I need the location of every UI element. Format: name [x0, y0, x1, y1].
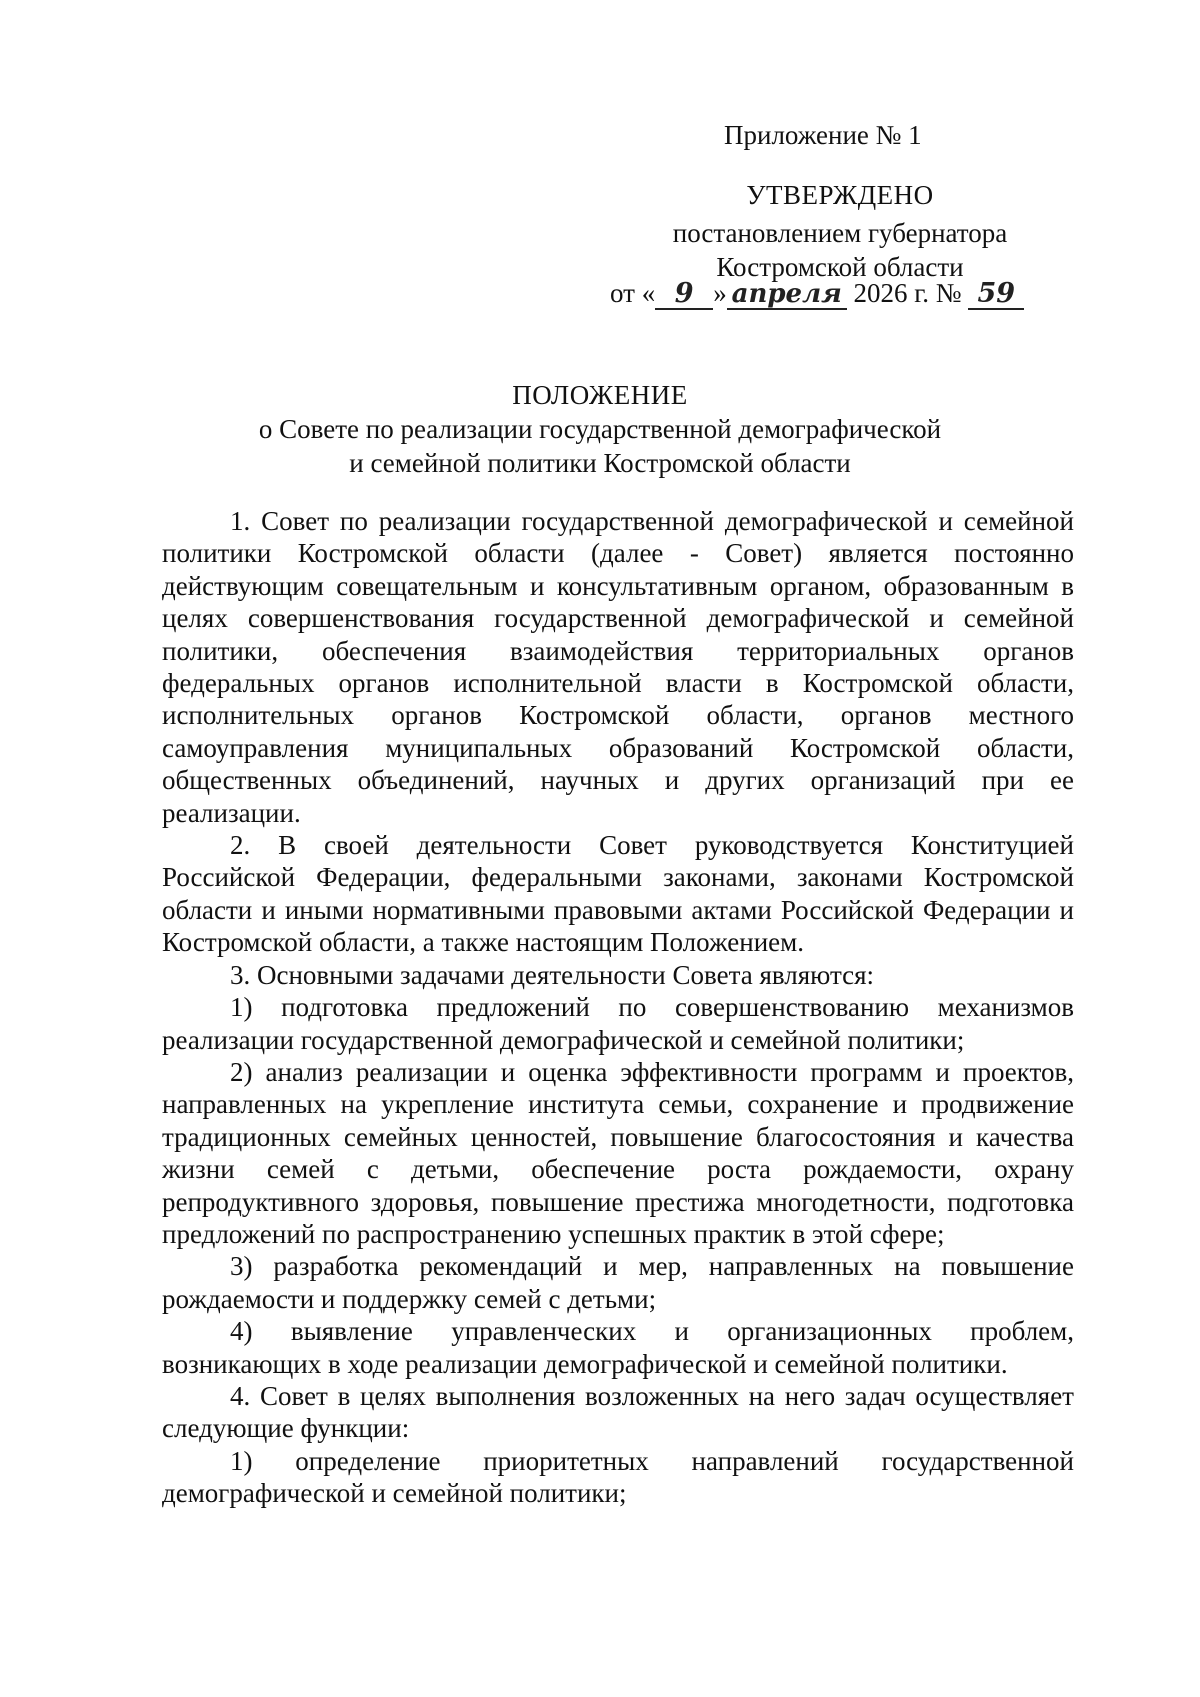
paragraph: 1) определение приоритетных направлений государственной демографической и семейной политики; — [162, 1445, 1074, 1509]
paragraph: 2) анализ реализации и оценка эффективности программ и проектов, направленных на укрепление института семьи, сохранение и продвижение традиционных семейных ценностей, повышение благосостояния и качества жизни семей с детьми, обеспечение роста рождаемости, охрану репродуктивного здоровья, повышение престижа многодетности, подготовка предложений по распространению успешных практик в этой сфере; — [162, 1056, 1074, 1249]
document-body — [162, 505, 1074, 1510]
title-main: ПОЛОЖЕНИЕ — [512, 380, 688, 410]
paragraph: 4) выявление управленческих и организационных проблем, возникающих в ходе реализации демографической и семейной политики. — [162, 1316, 1074, 1379]
paragraph: 3) разработка рекомендаций и мер, направленных на повышение рождаемости и поддержку семей с детьми; — [162, 1251, 1074, 1314]
date-mid: » — [713, 278, 727, 308]
paragraph: 4. Совет в целях выполнения возложенных на него задач осуществляет следующие функции: — [162, 1380, 1074, 1444]
date-prefix: от « — [610, 278, 656, 308]
approved-by-line-1: постановлением губернатора — [672, 218, 1008, 248]
handwritten-month: апреля — [727, 280, 847, 310]
appendix-label: Приложение № 1 — [724, 120, 922, 150]
document-title — [150, 378, 1050, 480]
handwritten-number: 59 — [968, 280, 1024, 310]
title-line-1: о Совете по реализации государственной демографической — [258, 414, 942, 444]
paragraph: 2. В своей деятельности Совет руководствуется Конституцией Российской Федерации, федеральными законами, законами Костромской области и иными нормативными правовыми актами Российской Федерации и Костромской области, а также настоящим Положением. — [162, 830, 1074, 958]
paragraph: 3. Основными задачами деятельности Совета являются: — [230, 959, 875, 990]
paragraph: 1) подготовка предложений по совершенствованию механизмов реализации государственной демографической и семейной политики; — [162, 992, 1074, 1055]
approved-heading: УТВЕРЖДЕНО — [746, 180, 934, 210]
handwritten-day: 9 — [655, 280, 713, 310]
approved-by — [600, 216, 1080, 284]
paragraph: 1. Совет по реализации государственной демографической и семейной политики Костромской области (далее - Совет) является постоянно действующим совещательным и консультативным органом, образованным в целях совершенствования государственной демографической и семейной политики, обеспечения взаимодействия территориальных органов федеральных органов исполнительной власти в Костромской области, исполнительных органов Костромской области, органов местного самоуправления муниципальных образований Костромской области, общественных объединений, научных и других организаций при ее реализации. — [162, 506, 1074, 828]
date-year: 2026 г. № — [853, 278, 962, 308]
approved-by-line-2: Костромской области — [716, 252, 964, 282]
title-line-2: и семейной политики Костромской области — [349, 448, 851, 478]
decree-date-line — [610, 276, 1024, 310]
